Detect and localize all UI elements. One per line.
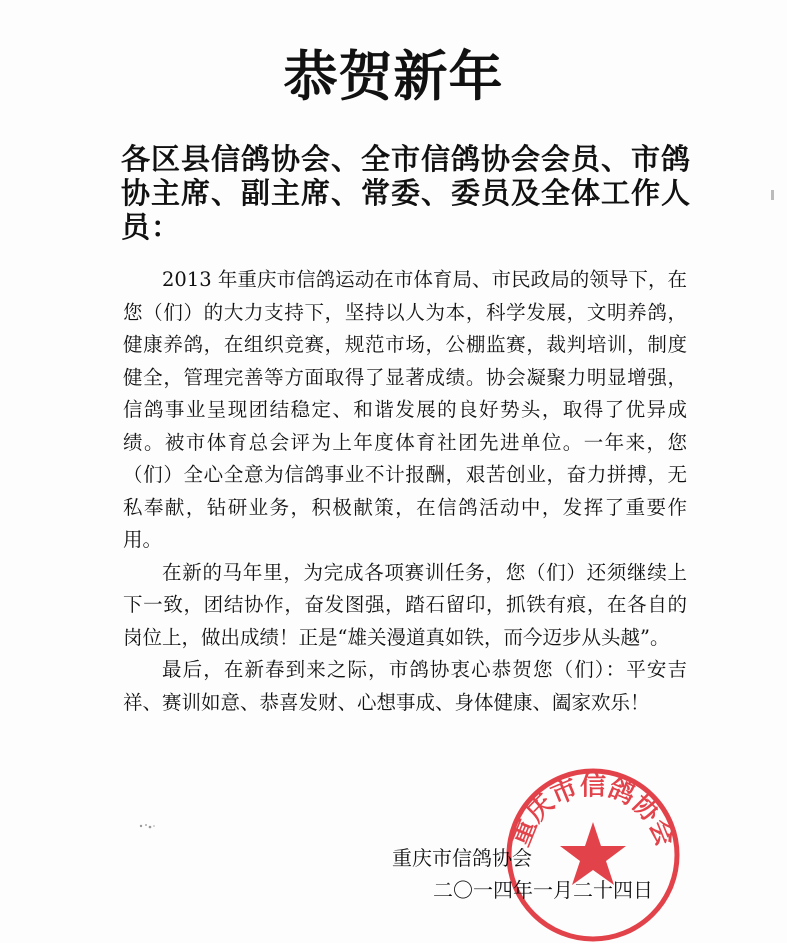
- letter-body: [123, 264, 687, 719]
- body-paragraph: 在新的马年里，为完成各项赛训任务，您（们）还须继续上下一致，团结协作，奋发图强，踏石留印，抓铁有痕，在各自的岗位上，做出成绩！正是“雄关漫道真如铁，而今迈步从头越”。: [123, 560, 687, 649]
- salutation: 各区县信鸽协会、全市信鸽协会会员、市鸽协主席、副主席、常委、委员及全体工作人员：: [121, 142, 692, 244]
- star-icon: [560, 822, 626, 885]
- signature-date: 二〇一四年一月二十四日: [433, 878, 653, 902]
- svg-text:重庆市信鸽协会: 重庆市信鸽协会: [505, 771, 681, 851]
- official-seal: [498, 760, 688, 950]
- body-paragraph: 2013 年重庆市信鸽运动在市体育局、市民政局的领导下，在您（们）的大力支持下，坚持以人为本，科学发展，文明养鸽，健康养鸽，在组织竞赛，规范市场，公棚监赛，裁判培训，制度健全，管理完善等方面取得了显著成绩。协会凝聚力明显增强，信鸽事业呈现团结稳定、和谐发展的良好势头，取得了优异成绩。被市体育总会评为上年度体育社团先进单位。一年来，您（们）全心全意为信鸽事业不计报酬，艰苦创业，奋力拼搏，无私奉献，钻研业务，积极献策，在信鸽活动中，发挥了重要作用。: [123, 268, 687, 551]
- signature-organization: 重庆市信鸽协会: [392, 846, 532, 870]
- page-title: 恭贺新年: [283, 45, 504, 108]
- paper-edge-mark: [770, 190, 776, 200]
- paper-speck: [138, 822, 158, 830]
- body-paragraph: 最后，在新春到来之际，市鸽协衷心恭贺您（们）：平安吉祥、赛训如意、恭喜发财、心想事成、身体健康、阖家欢乐！: [123, 658, 687, 714]
